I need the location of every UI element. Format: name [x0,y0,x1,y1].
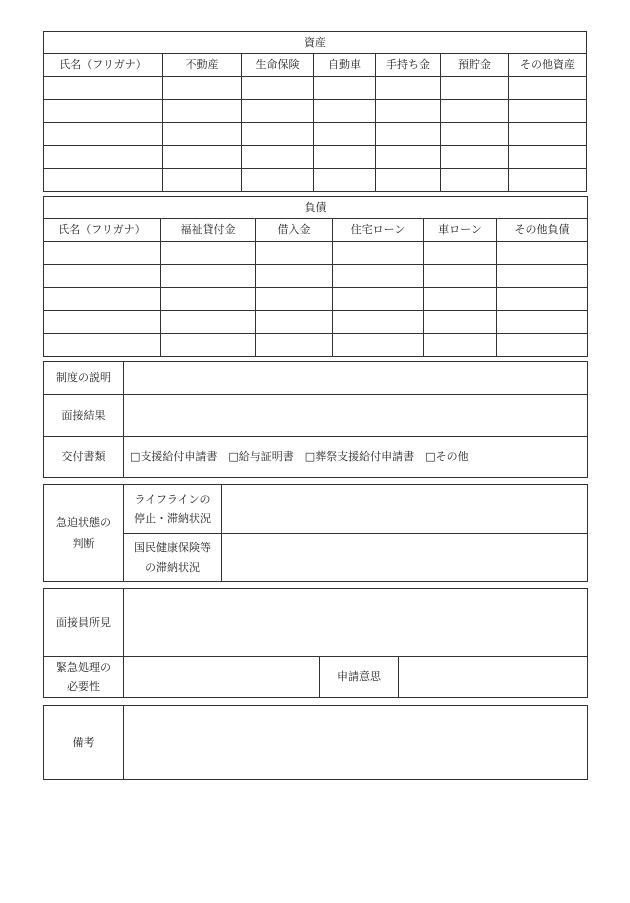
liabilities-header-name: 氏名（フリガナ） [44,219,161,242]
table-cell[interactable] [242,146,314,169]
table-cell[interactable] [314,100,376,123]
table-row [44,334,588,357]
liabilities-header-car-loan: 車ローン [424,219,497,242]
notes-table [43,705,588,780]
table-cell[interactable] [242,169,314,192]
table-cell[interactable] [44,288,161,311]
table-cell[interactable] [314,123,376,146]
insurance-label [124,534,222,582]
table-cell[interactable] [441,100,509,123]
lifeline-label-line2: 停止・滞納状況 [134,512,211,525]
table-cell[interactable] [424,265,497,288]
table-cell[interactable] [242,100,314,123]
table-row [44,311,588,334]
table-cell[interactable] [333,334,424,357]
table-cell[interactable] [376,77,441,100]
table-cell[interactable] [161,288,256,311]
table-row [44,242,588,265]
table-cell[interactable] [333,265,424,288]
lifeline-label [124,485,222,534]
table-cell[interactable] [333,288,424,311]
table-cell[interactable] [497,288,588,311]
assets-header-real-estate: 不動産 [163,54,242,77]
table-cell[interactable] [441,146,509,169]
emergency-label [44,657,124,698]
table-cell[interactable] [509,169,587,192]
table-cell[interactable] [497,242,588,265]
table-cell[interactable] [509,100,587,123]
application-intent-field[interactable] [399,657,588,698]
table-row [44,146,587,169]
interview-result-field[interactable] [124,395,588,437]
table-cell[interactable] [242,123,314,146]
table-cell[interactable] [242,77,314,100]
assets-header-cash-on-hand: 手持ち金 [376,54,441,77]
table-cell[interactable] [44,123,163,146]
assets-header-life-insurance: 生命保険 [242,54,314,77]
table-row [44,100,587,123]
urgency-label-line2: 判断 [72,537,95,550]
table-cell[interactable] [314,146,376,169]
explanation-field[interactable] [124,362,588,395]
table-cell[interactable] [44,146,163,169]
table-cell[interactable] [163,77,242,100]
table-cell[interactable] [161,242,256,265]
table-row [44,288,588,311]
table-cell[interactable] [256,334,333,357]
assets-header-savings: 預貯金 [441,54,509,77]
table-cell[interactable] [424,288,497,311]
table-cell[interactable] [509,146,587,169]
table-row [44,169,587,192]
table-cell[interactable] [161,334,256,357]
table-cell[interactable] [44,100,163,123]
liabilities-table [43,196,588,357]
liabilities-header-other: その他負債 [497,219,588,242]
notes-label: 備考 [44,706,124,780]
assets-header-car: 自動車 [314,54,376,77]
table-cell[interactable] [424,242,497,265]
table-cell[interactable] [497,265,588,288]
insurance-label-line1: 国民健康保険等 [134,541,211,555]
table-cell[interactable] [314,77,376,100]
urgency-label [44,485,124,582]
table-cell[interactable] [256,311,333,334]
table-cell[interactable] [509,77,587,100]
table-cell[interactable] [163,169,242,192]
table-cell[interactable] [44,242,161,265]
table-cell[interactable] [333,242,424,265]
table-cell[interactable] [161,265,256,288]
emergency-field[interactable] [124,657,320,698]
table-cell[interactable] [333,311,424,334]
interviewer-opinion-field[interactable] [124,589,588,657]
table-row [44,123,587,146]
table-cell[interactable] [163,100,242,123]
lifeline-label-line1: ライフラインの [134,492,211,506]
liabilities-header-mortgage: 住宅ローン [333,219,424,242]
assets-header-other: その他資産 [509,54,587,77]
assets-table [43,31,587,192]
table-cell[interactable] [161,311,256,334]
table-row [44,265,588,288]
table-cell[interactable] [497,334,588,357]
table-cell[interactable] [497,311,588,334]
procedure-table [43,361,588,478]
table-cell[interactable] [256,288,333,311]
urgency-table [43,484,588,582]
insurance-field[interactable] [222,534,588,582]
table-cell[interactable] [44,311,161,334]
interview-result-label: 面接結果 [44,395,124,437]
assets-title: 資産 [44,32,587,54]
assets-header-name: 氏名（フリガナ） [44,54,163,77]
table-cell[interactable] [441,169,509,192]
insurance-label-line2: の滞納状況 [145,560,200,574]
table-cell[interactable] [424,334,497,357]
documents-label: 交付書類 [44,437,124,478]
table-cell[interactable] [256,242,333,265]
table-row [44,77,587,100]
table-cell[interactable] [256,265,333,288]
table-cell[interactable] [424,311,497,334]
table-cell[interactable] [376,146,441,169]
table-cell[interactable] [44,77,163,100]
liabilities-header-welfare-loan: 福祉貸付金 [161,219,256,242]
interviewer-opinion-label: 面接員所見 [44,589,124,657]
table-cell[interactable] [44,334,161,357]
table-cell[interactable] [441,77,509,100]
table-cell[interactable] [163,123,242,146]
table-cell[interactable] [509,123,587,146]
opinion-table [43,588,588,698]
table-cell[interactable] [376,123,441,146]
emergency-label-line2: 必要性 [67,680,100,693]
emergency-label-line1: 緊急処理の [56,660,111,674]
explanation-label: 制度の説明 [44,362,124,395]
table-cell[interactable] [44,265,161,288]
notes-field[interactable] [124,706,588,780]
table-cell[interactable] [376,100,441,123]
table-cell[interactable] [314,169,376,192]
liabilities-title: 負債 [44,197,588,219]
urgency-label-line1: 急迫状態の [56,515,111,529]
documents-options[interactable]: □支援給付申請書 □給与証明書 □葬祭支援給付申請書 □その他 [124,437,588,478]
table-cell[interactable] [441,123,509,146]
liabilities-header-borrowing: 借入金 [256,219,333,242]
table-cell[interactable] [376,169,441,192]
lifeline-field[interactable] [222,485,588,534]
application-intent-label: 申請意思 [320,657,399,698]
table-cell[interactable] [163,146,242,169]
table-cell[interactable] [44,169,163,192]
